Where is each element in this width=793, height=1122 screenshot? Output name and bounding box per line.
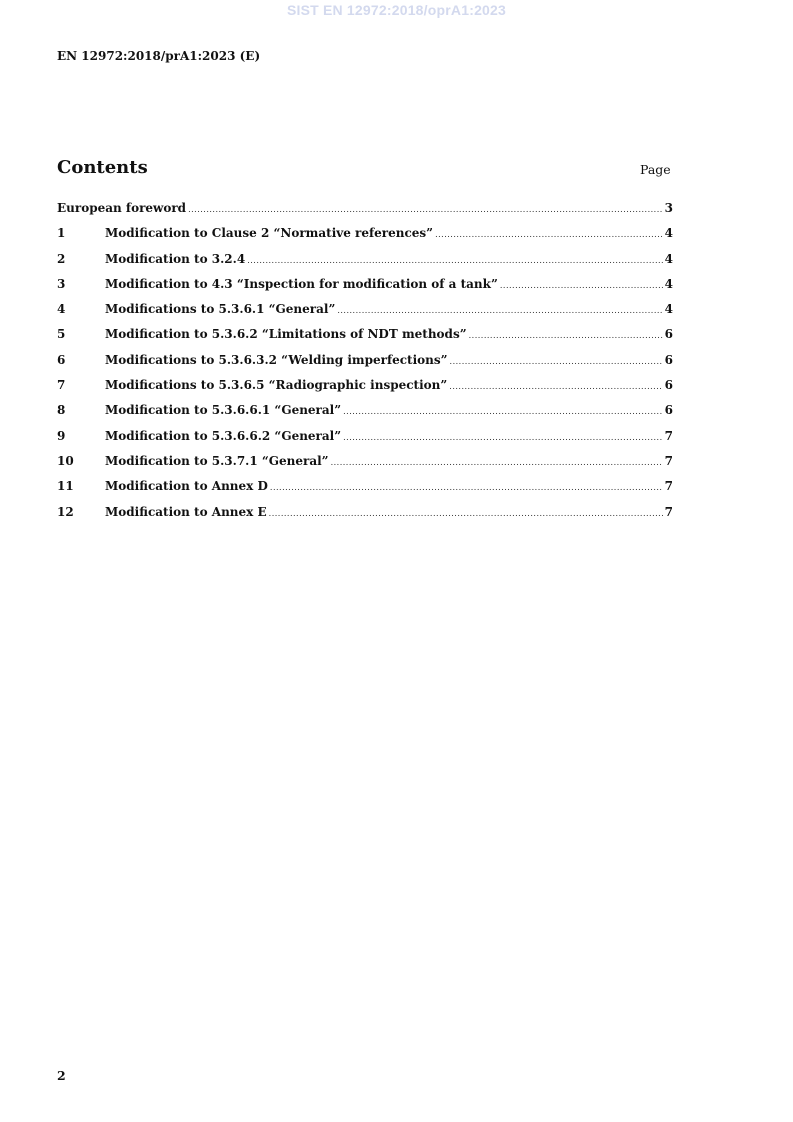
toc-entry-8[interactable] [57,403,673,428]
table-of-contents [57,201,673,530]
toc-entry-12[interactable] [57,505,673,530]
toc-entry-7[interactable] [57,378,673,403]
toc-entry-title: Modification to 5.3.6.2 “Limitations of NDT methods” [105,327,467,342]
toc-entry-title: Modification to Clause 2 “Normative references” [105,226,434,241]
toc-entry-number: 6 [57,352,66,367]
toc-entry-number: 9 [57,428,66,443]
toc-entry-title: Modifications to 5.3.6.1 “General” [105,302,336,317]
toc-leader-dots [331,458,663,467]
toc-leader-dots [343,433,663,442]
toc-entry-page: 7 [664,428,673,443]
toc-entry-number: 1 [57,226,66,241]
toc-entry-number: 2 [57,251,66,266]
toc-entry-page: 4 [664,276,673,291]
toc-entry-2[interactable] [57,252,673,277]
toc-leader-dots [270,483,663,492]
toc-entry-title: Modification to 3.2.4 [105,251,246,266]
toc-entry-title: Modification to 5.3.6.6.2 “General” [105,428,342,443]
toc-entry-number: 4 [57,302,66,317]
toc-entry-title: Modification to 5.3.6.6.1 “General” [105,403,342,418]
toc-entry-11[interactable] [57,479,673,504]
page-number: 2 [57,1068,66,1083]
toc-leader-dots [269,509,663,518]
watermark: SIST EN 12972:2018/oprA1:2023 [286,2,507,18]
page-column-label: Page [640,162,671,177]
toc-entry-title: Modification to Annex D [105,479,268,494]
toc-entry-page: 7 [664,504,673,519]
toc-entry-page: 6 [664,327,673,342]
toc-entry-page: 4 [664,251,673,266]
toc-entry-number: 8 [57,403,66,418]
toc-entry-number: 11 [57,479,74,494]
toc-entry-title: European foreword [57,201,187,215]
toc-entry-number: 10 [57,453,74,468]
toc-entry-page: 6 [664,352,673,367]
toc-entry-number: 5 [57,327,66,342]
toc-entry-3[interactable] [57,277,673,302]
toc-entry-9[interactable] [57,429,673,454]
toc-entry-page: 3 [664,201,673,215]
document-id: EN 12972:2018/prA1:2023 (E) [57,49,261,63]
toc-entry-page: 6 [664,378,673,393]
toc-entry-title: Modifications to 5.3.6.3.2 “Welding imperfections” [105,352,448,367]
toc-leader-dots [343,407,663,416]
toc-entry-title: Modifications to 5.3.6.5 “Radiographic inspection” [105,378,448,393]
toc-entry-european-foreword[interactable] [57,201,673,226]
toc-leader-dots [188,205,663,214]
toc-entry-number: 3 [57,276,66,291]
toc-entry-5[interactable] [57,327,673,352]
toc-entry-page: 7 [664,479,673,494]
toc-entry-page: 4 [664,302,673,317]
toc-leader-dots [337,306,662,315]
toc-entry-title: Modification to Annex E [105,504,267,519]
toc-leader-dots [449,382,662,391]
toc-entry-number: 7 [57,378,66,393]
toc-leader-dots [500,281,663,290]
toc-entry-1[interactable] [57,226,673,251]
toc-entry-page: 4 [664,226,673,241]
toc-entry-10[interactable] [57,454,673,479]
toc-leader-dots [450,357,663,366]
toc-leader-dots [435,230,663,239]
toc-entry-4[interactable] [57,302,673,327]
toc-entry-page: 7 [664,453,673,468]
toc-entry-number: 12 [57,504,74,519]
toc-leader-dots [247,256,662,265]
toc-entry-title: Modification to 4.3 “Inspection for modification of a tank” [105,276,498,291]
toc-entry-title: Modification to 5.3.7.1 “General” [105,453,329,468]
toc-entry-page: 6 [664,403,673,418]
toc-leader-dots [469,331,663,340]
toc-entry-6[interactable] [57,353,673,378]
contents-title: Contents [57,157,148,178]
